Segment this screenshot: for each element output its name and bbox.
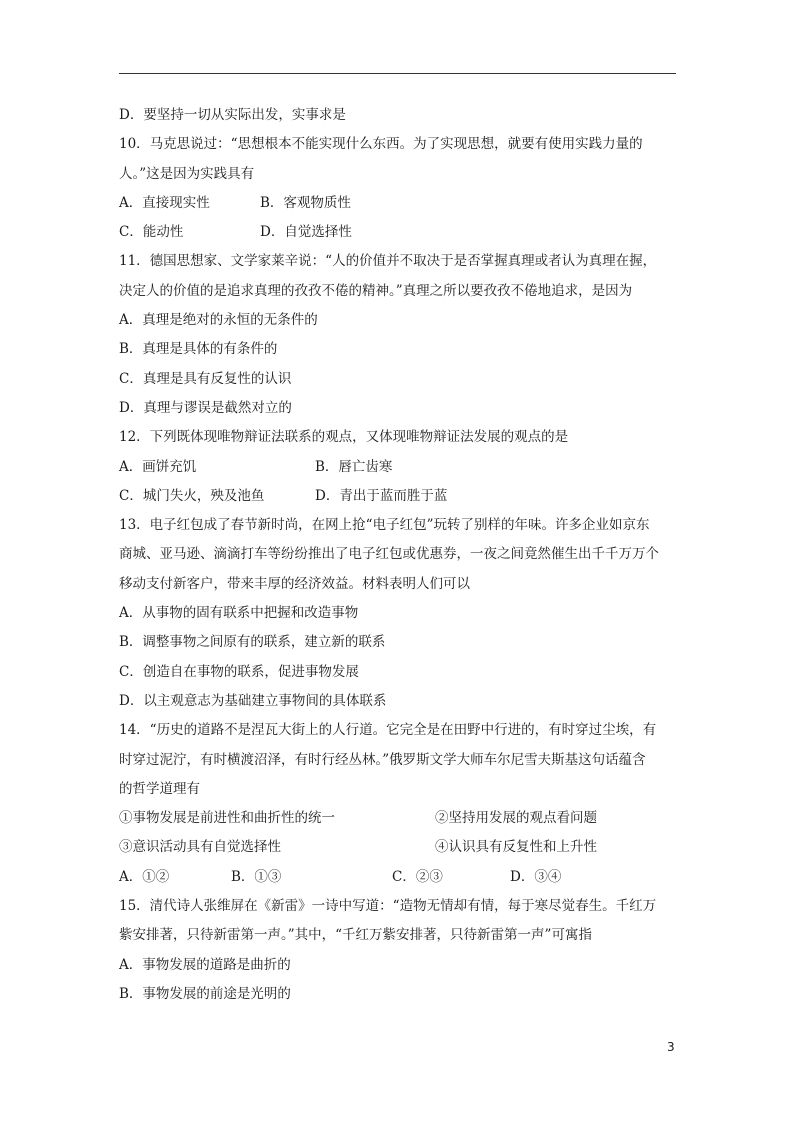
q13-option-a: A．从事物的固有联系中把握和改造事物 [119,605,359,622]
q14-item-1: ①事物发展是前进性和曲折性的统一 [119,810,335,827]
q14-option-c: C．②③ [392,868,443,885]
q14-option-d: D．③④ [510,868,562,885]
exam-content [119,101,679,1009]
q14-stem-line-3: 的哲学道理有 [119,780,200,797]
q10-option-b: B．客观物质性 [260,194,351,211]
q10-stem-line-1: 10．马克思说过：“思想根本不能实现什么东西。为了实现思想，就要有使用实践力量的 [119,136,643,153]
q13-option-d: D．以主观意志为基础建立事物间的具体联系 [119,692,387,709]
header-rule [119,73,676,74]
q10-option-d: D．自觉选择性 [260,224,352,241]
q12-option-c: C．城门失火，殃及池鱼 [119,487,265,504]
q15-stem-line-1: 15．清代诗人张维屏在《新雷》一诗中写道：“造物无情却有情，每于寒尽觉春生。千红万 [119,898,657,915]
q12-options-row-1 [119,453,679,482]
q11-option-b: B．真理是具体的有条件的 [119,341,278,358]
q14-item-2: ②坚持用发展的观点看问题 [435,810,597,827]
q11-stem-line-2: 决定人的价值的是追求真理的孜孜不倦的精神。”真理之所以要孜孜不倦地追求，是因为 [119,282,633,299]
q12-option-a: A．画饼充饥 [119,458,197,475]
q14-item-3: ③意识活动具有自觉选择性 [119,839,281,856]
page-number: 3 [667,1040,675,1054]
q15-stem-line-2: 紫安排著，只待新雷第一声。”其中，“千红万紫安排著，只待新雷第一声”可寓指 [119,927,592,944]
q12-option-b: B．唇亡齿寒 [315,458,393,475]
q14-item-4: ④认识具有反复性和上升性 [435,839,597,856]
q11-option-a: A．真理是绝对的永恒的无条件的 [119,312,318,329]
q13-option-b: B．调整事物之间原有的联系，建立新的联系 [119,634,386,651]
q14-stem-line-1: 14．“历史的道路不是涅瓦大街上的人行道。它完全是在田野中行进的，有时穿过尘埃，有 [119,722,657,739]
q13-stem-line-3: 移动支付新客户，带来丰厚的经济效益。材料表明人们可以 [119,575,470,592]
q12-stem-line-1: 12．下列既体现唯物辩证法联系的观点，又体现唯物辩证法发展的观点的是 [119,429,569,446]
q14-option-a: A．①② [119,868,170,885]
q9-option-d: D．要坚持一切从实际出发，实事求是 [119,107,346,123]
q15-option-a: A．事物发展的道路是曲折的 [119,956,291,973]
q11-stem-line-1: 11．德国思想家、文学家莱辛说：“人的价值并不取决于是否掌握真理或者认为真理在握， [119,253,657,270]
q14-options-row [119,863,679,892]
q15-option-b: B．事物发展的前途是光明的 [119,985,291,1002]
q13-stem-line-1: 13．电子红包成了春节新时尚，在网上抢“电子红包”玩转了别样的年味。许多企业如京东 [119,517,650,534]
q10-option-a: A．直接现实性 [119,194,210,211]
q10-options-row-1 [119,189,679,218]
q14-items-row-1 [119,804,679,833]
q12-option-d: D．青出于蓝而胜于蓝 [315,487,448,504]
q11-option-c: C．真理是具有反复性的认识 [119,370,292,387]
q13-stem-line-2: 商城、亚马逊、滴滴打车等纷纷推出了电子红包或优惠券，一夜之间竟然催生出千千万万个 [119,546,659,563]
q10-option-c: C．能动性 [119,224,184,241]
q12-options-row-2 [119,482,679,511]
q11-option-d: D．真理与谬误是截然对立的 [119,399,292,416]
q13-option-c: C．创造自在事物的联系，促进事物发展 [119,663,359,680]
q10-stem-line-2: 人。”这是因为实践具有 [119,165,255,182]
q14-items-row-2 [119,833,679,862]
q14-stem-line-2: 时穿过泥泞，有时横渡沼泽，有时行经丛林。”俄罗斯文学大师车尔尼雪夫斯基这句话蕴含 [119,751,646,768]
q10-options-row-2 [119,218,679,247]
q14-option-b: B．①③ [231,868,282,885]
